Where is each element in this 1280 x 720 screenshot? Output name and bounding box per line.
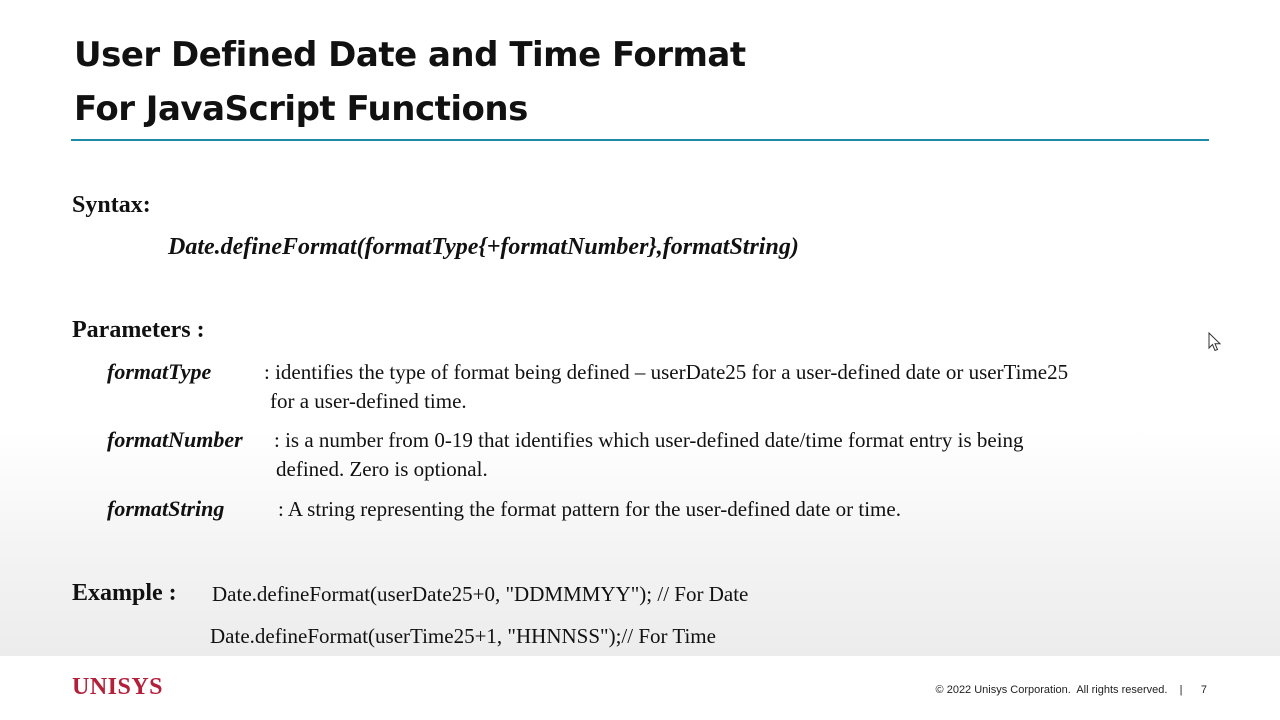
param-name-formattype: formatType — [107, 359, 212, 384]
title-line-2: For JavaScript Functions — [74, 89, 528, 129]
param-desc-formatstring-line1: : A string representing the format pattern for the user-defined date or time. — [278, 497, 901, 521]
param-name-formatnumber: formatNumber — [107, 427, 243, 452]
slide-footer — [936, 684, 1207, 696]
title-divider — [71, 139, 1209, 141]
title-line-1: User Defined Date and Time Format — [74, 35, 746, 75]
param-desc-formatnumber-line2: defined. Zero is optional. — [276, 457, 488, 481]
syntax-heading: Syntax: — [72, 192, 151, 218]
param-desc-formattype-line1: : identifies the type of format being defined – userDate25 for a user-defined date or userTime25 — [264, 360, 1069, 384]
slide-title — [74, 28, 746, 136]
param-name-formatstring: formatString — [107, 496, 225, 521]
param-desc-formattype-line2: for a user-defined time. — [270, 389, 467, 413]
unisys-logo: UNISYS — [72, 674, 164, 700]
example-label: Example : — [72, 580, 177, 606]
syntax-code: Date.defineFormat(formatType{+formatNumber},formatString) — [168, 234, 799, 260]
example-line-time: Date.defineFormat(userTime25+1, "HHNNSS");// For Time — [210, 624, 716, 648]
param-desc-formatnumber-line1: : is a number from 0-19 that identifies which user-defined date/time format entry is being — [274, 428, 1024, 452]
copyright-text: © 2022 Unisys Corporation. All rights reserved. — [935, 684, 1168, 696]
example-line-date: Date.defineFormat(userDate25+0, "DDMMMYY"); // For Date — [212, 582, 749, 606]
page-number: 7 — [1200, 684, 1207, 696]
footer-separator: | — [1179, 684, 1183, 696]
mouse-pointer-icon — [1208, 332, 1222, 352]
parameters-heading: Parameters : — [72, 317, 205, 343]
